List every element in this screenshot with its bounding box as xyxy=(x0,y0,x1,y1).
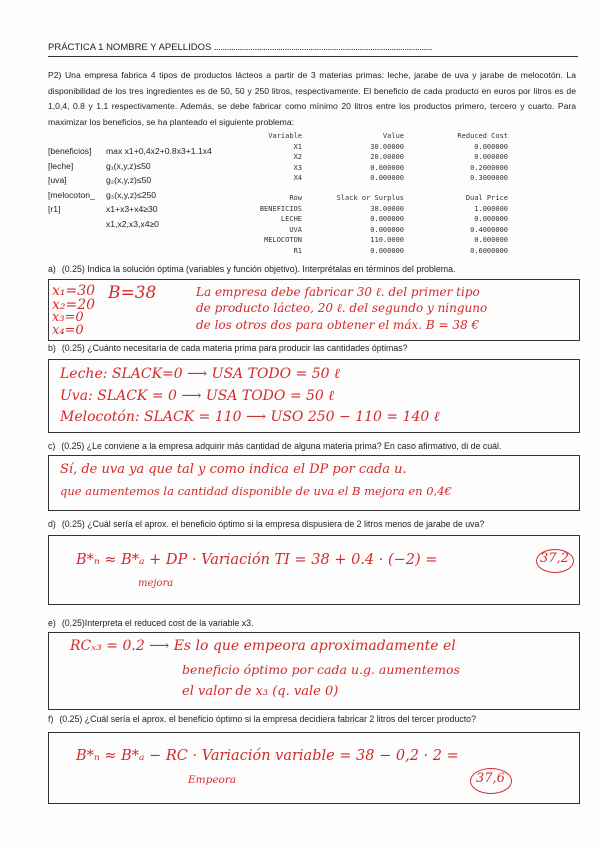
problem-statement: P2) Una empresa fabrica 4 tipos de productos lácteos a partir de 3 materias primas: leche, jarabe de uva y jarabe de melocotón. La disponibilidad de los tres ingredientes es de 50, 50 y 250 litros, respectivamente. El beneficio de cada producto en euros por litros es de 1,0,4, 0.8 y 1.1 respectivamente. Además, se debe fabricar como mínimo 20 litros entre los productos primero, tercero y cuarto. Para maximizar los beneficios, se ha planteado el siguiente problema: xyxy=(48,70,576,127)
cell: LECHE xyxy=(280,215,302,223)
lindo-rows-table xyxy=(250,193,508,256)
model-expr: x1+x3+x4≥30 xyxy=(106,204,158,214)
cell: X2 xyxy=(293,153,302,161)
cell: 20.00000 xyxy=(370,153,404,161)
question-f: f) (0.25) ¿Cuál sería el aprox. el beneficio óptimo si la empresa decidiera fabricar 2 litros del tercer producto? xyxy=(48,714,476,724)
cell: 0.000000 xyxy=(370,163,404,172)
cell: UVA xyxy=(289,225,302,234)
col-header: Slack or Surplus xyxy=(336,194,404,202)
model-row xyxy=(48,188,212,203)
col-header: Dual Price xyxy=(465,194,508,202)
lindo-header-row xyxy=(250,193,508,204)
question-a: a) (0.25) Indica la solución óptima (variables y función objetivo). Interprétalas en términos del problema. xyxy=(48,264,456,274)
lindo-row xyxy=(250,225,508,236)
lindo-row xyxy=(250,235,508,246)
question-text: (0.25) ¿Cuál sería el aprox. el beneficio óptimo si la empresa dispusiera de 2 litros menos de jarabe de uva? xyxy=(61,519,485,529)
model-label: [r1] xyxy=(48,204,61,214)
col-header: Reduced Cost xyxy=(457,132,508,140)
cell: X4 xyxy=(293,174,302,182)
question-b: b) (0.25) ¿Cuánto necesitaría de cada materia prima para producir las cantidades óptimas? xyxy=(48,343,408,353)
cell: 0.000000 xyxy=(370,215,404,223)
model-expr: g₂(x,y,z)≤50 xyxy=(106,175,152,185)
lindo-variables-table xyxy=(250,131,508,184)
answer-box-f xyxy=(48,732,580,804)
model-label: [uva] xyxy=(48,175,67,185)
cell: 1.000000 xyxy=(474,204,508,213)
question-c: c) (0.25) ¿Le conviene a la empresa adquirir más cantidad de alguna materia prima? En caso afirmativo, di de cuál. xyxy=(48,441,502,451)
answer-f-equation: B*ₙ ≈ B*ₐ − RC · Variación variable = 38 − 0,2 · 2 = xyxy=(76,748,459,764)
answer-b-line1: Leche: SLACK=0 ⟶ USA TODO = 50 ℓ xyxy=(60,366,340,382)
cell: 0.4000000 xyxy=(470,225,508,234)
model-expr: g₁(x,y,z)≤50 xyxy=(106,160,151,171)
cell: R1 xyxy=(293,246,302,255)
cell: 110.0000 xyxy=(370,236,404,244)
model-row xyxy=(48,173,212,188)
answer-a-benefit: B=38 xyxy=(108,283,157,303)
cell: 0.000000 xyxy=(474,215,508,223)
cell: 0.000000 xyxy=(370,174,404,182)
lindo-row xyxy=(250,204,508,215)
cell: 38.00000 xyxy=(370,204,404,213)
model-expr: max x1+0,4x2+0.8x3+1.1x4 xyxy=(106,146,212,156)
answer-a-x4: x₄=0 xyxy=(52,323,84,338)
lindo-row xyxy=(250,173,508,184)
cell: X1 xyxy=(293,142,302,151)
answer-d-result: 37,2 xyxy=(540,551,569,566)
lindo-header-row xyxy=(250,131,508,142)
answer-b-line2: Uva: SLACK = 0 ⟶ USA TODO = 50 ℓ xyxy=(60,388,335,404)
cell: MELOCOTON xyxy=(264,236,302,244)
cell: 0.000000 xyxy=(370,246,404,255)
page-header xyxy=(48,42,578,57)
cell: 0.000000 xyxy=(474,142,508,151)
lindo-row xyxy=(250,214,508,225)
answer-e-line3: el valor de x₃ (q. vale 0) xyxy=(182,684,339,699)
col-header: Value xyxy=(382,132,404,140)
lindo-row xyxy=(250,142,508,153)
cell: 30.00000 xyxy=(370,142,404,151)
cell: 0.000000 xyxy=(474,236,508,244)
model-expr: x1,x2,x3,x4≥0 xyxy=(106,218,159,229)
question-e: e) (0.25)Interpreta el reduced cost de la variable x3. xyxy=(48,618,254,628)
lp-model xyxy=(48,144,212,231)
answer-d-note: mejora xyxy=(138,578,174,589)
answer-c-line2: que aumentemos la cantidad disponible de uva el B mejora en 0,4€ xyxy=(60,484,452,498)
question-text: (0.25) ¿Cuánto necesitaría de cada materia prima para producir las cantidades óptimas? xyxy=(61,343,408,353)
answer-e-line1: RCₓ₃ = 0.2 ⟶ Es lo que empeora aproximadamente el xyxy=(70,638,456,654)
cell: 0.6000000 xyxy=(470,246,508,255)
cell: 0.2000000 xyxy=(470,163,508,172)
question-text: (0.25)Interpreta el reduced cost de la variable x3. xyxy=(61,618,254,628)
model-label: [leche] xyxy=(48,160,74,171)
model-row xyxy=(48,202,212,217)
answer-f-note: Empeora xyxy=(188,774,237,786)
header-dots: ...................................................................................................... xyxy=(213,42,433,53)
question-text: (0.25) ¿Le conviene a la empresa adquirir más cantidad de alguna materia prima? En caso afirmativo, di de cuál. xyxy=(61,441,502,451)
answer-a-x1: x₁=30 xyxy=(52,283,96,299)
answer-box-d xyxy=(48,535,580,605)
answer-a-line1: La empresa debe fabricar 30 ℓ. del primer tipo xyxy=(196,285,480,299)
answer-e-line2: beneficio óptimo por cada u.g. aumentemos xyxy=(182,662,460,677)
model-label xyxy=(48,217,106,232)
lindo-row xyxy=(250,152,508,163)
model-expr: g₃(x,y,z)≤250 xyxy=(106,189,157,200)
cell: X3 xyxy=(293,163,302,172)
model-row xyxy=(48,217,212,232)
col-header: Variable xyxy=(268,132,302,140)
answer-f-result: 37,6 xyxy=(476,771,505,786)
answer-a-line3: de los otros dos para obtener el máx. B = 38 € xyxy=(196,318,480,332)
question-text: (0.25) ¿Cuál sería el aprox. el beneficio óptimo si la empresa decidiera fabricar 2 litros del tercer producto? xyxy=(59,714,476,724)
cell: 0.000000 xyxy=(370,225,404,234)
model-label: [melocoton_ xyxy=(48,189,95,200)
model-label: [beneficios] xyxy=(48,146,92,156)
model-row xyxy=(48,159,212,174)
answer-d-equation: B*ₙ ≈ B*ₐ + DP · Variación TI = 38 + 0.4 · (−2) = xyxy=(76,552,438,568)
lindo-row xyxy=(250,246,508,257)
col-header: Row xyxy=(289,194,302,202)
header-title: PRÁCTICA 1 NOMBRE Y APELLIDOS xyxy=(48,42,212,53)
model-row xyxy=(48,144,212,159)
cell: BENEFICIOS xyxy=(259,204,302,213)
cell: 0.000000 xyxy=(474,153,508,161)
answer-a-x3: x₃=0 xyxy=(52,310,84,325)
answer-c-line1: Sí, de uva ya que tal y como indica el DP por cada u. xyxy=(60,462,407,477)
answer-a-x2: x₂=20 xyxy=(52,297,96,313)
cell: 0.3000000 xyxy=(470,174,508,182)
answer-b-line3: Melocotón: SLACK = 110 ⟶ USO 250 − 110 = 140 ℓ xyxy=(60,409,440,425)
question-text: (0.25) Indica la solución óptima (variables y función objetivo). Interprétalas en términos del problema. xyxy=(61,264,456,274)
answer-a-line2: de producto lácteo, 20 ℓ. del segundo y ninguno xyxy=(196,301,488,315)
question-d: d) (0.25) ¿Cuál sería el aprox. el beneficio óptimo si la empresa dispusiera de 2 litros menos de jarabe de uva? xyxy=(48,519,485,529)
lindo-row xyxy=(250,163,508,174)
